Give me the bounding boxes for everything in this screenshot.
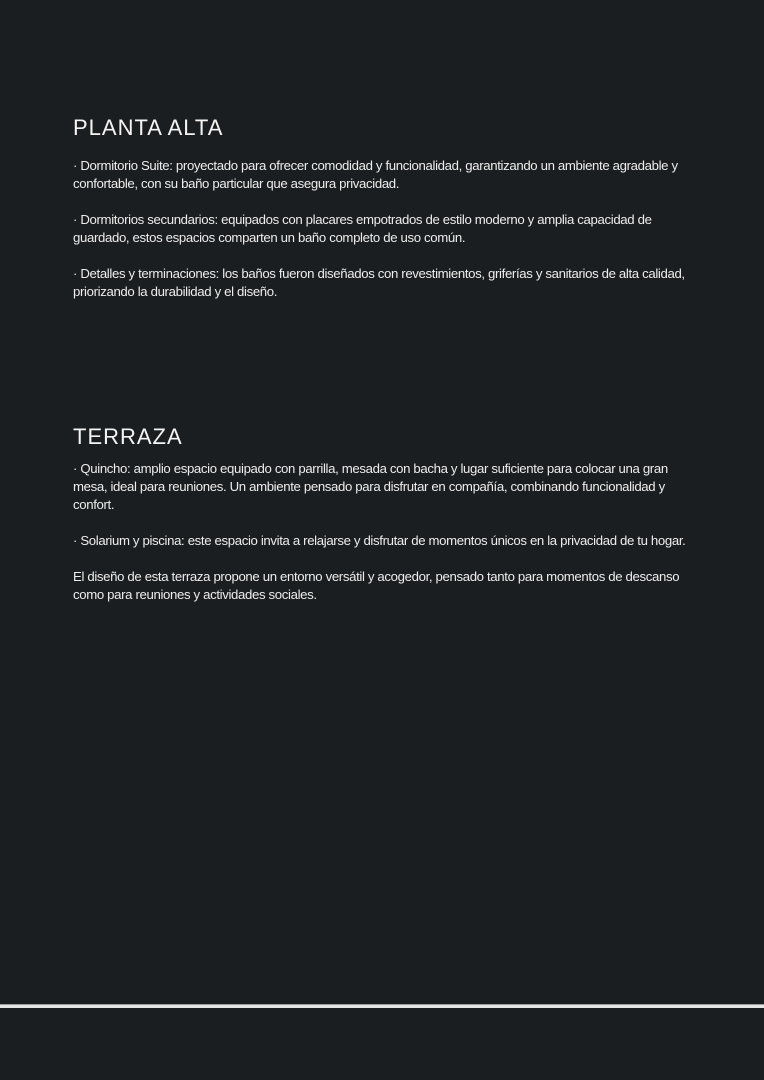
paragraph-quincho: · Quincho: amplio espacio equipado con parrilla, mesada con bacha y lugar suficiente para colocar una gran mesa, ideal para reuniones. Un ambiente pensado para disfrutar en compañía, combinando funcionalidad y confort. <box>73 461 668 512</box>
paragraph-dormitorios-secundarios: · Dormitorios secundarios: equipados con placares empotrados de estilo moderno y amplia capacidad de guardado, estos espacios comparten un baño completo de uso común. <box>73 212 652 245</box>
paragraph-dormitorio-suite: · Dormitorio Suite: proyectado para ofrecer comodidad y funcionalidad, garantizando un ambiente agradable y confortable, con su baño particular que asegura privacidad. <box>73 158 678 191</box>
section-planta-alta <box>73 115 703 301</box>
paragraph-spacer <box>73 247 703 265</box>
section-title-planta-alta: PLANTA ALTA <box>73 115 224 140</box>
paragraph-spacer <box>73 550 703 568</box>
paragraph-spacer <box>73 193 703 211</box>
footer-divider <box>0 1004 764 1008</box>
paragraph-detalles-terminaciones: · Detalles y terminaciones: los baños fueron diseñados con revestimientos, griferías y sanitarios de alta calidad, priorizando la durabilidad y el diseño. <box>73 266 685 299</box>
paragraph-spacer <box>73 514 703 532</box>
paragraph-diseno-terraza: El diseño de esta terraza propone un entorno versátil y acogedor, pensado tanto para momentos de descanso como para reuniones y actividades sociales. <box>73 569 680 602</box>
section-title-terraza: TERRAZA <box>73 424 183 449</box>
section-terraza <box>73 424 703 604</box>
paragraph-solarium-piscina: · Solarium y piscina: este espacio invita a relajarse y disfrutar de momentos únicos en la privacidad de tu hogar. <box>73 533 686 548</box>
